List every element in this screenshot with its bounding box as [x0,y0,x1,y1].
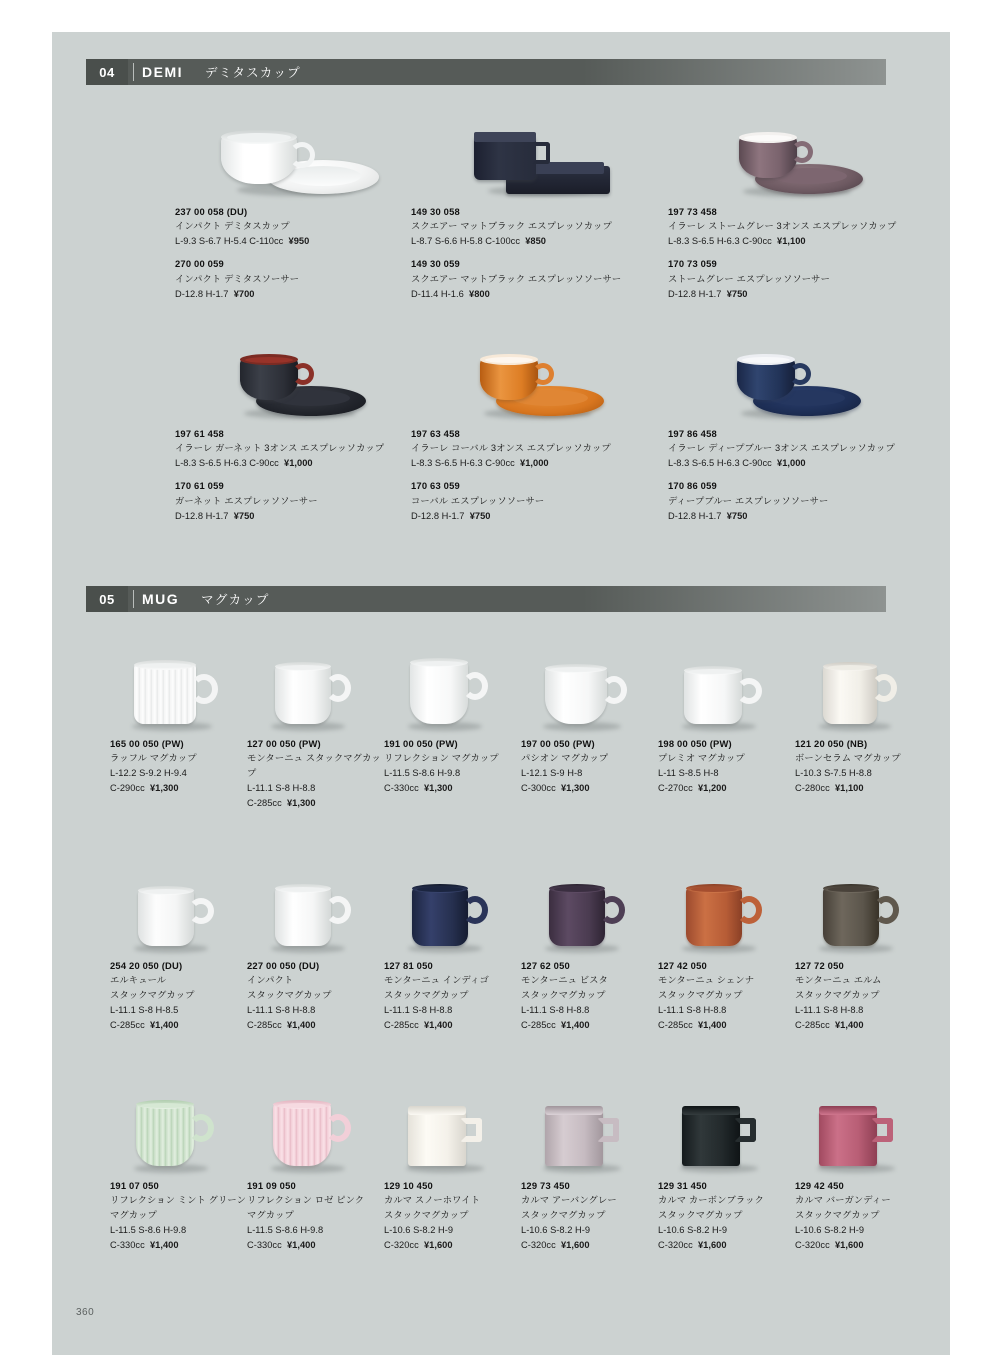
product-capacity: C-330cc [247,1240,282,1251]
product-name-line2: マグカップ [110,1210,157,1221]
product-code: 170 61 059 [175,480,224,492]
product-cell[interactable] [521,1082,657,1253]
product-capacity: C-285cc [247,798,282,809]
product-spec: L-12.1 S-9 H-8 [521,768,583,779]
product-capacity: C-320cc [521,1240,556,1251]
product-name: ディープブルー エスプレッソソーサー [668,495,829,506]
product-spec: L-10.3 S-7.5 H-8.8 [795,768,872,779]
product-image-deep-blue [668,330,918,426]
product-name: モンターニュ ビスタ [521,975,608,986]
product-spec: L-8.3 S-6.5 H-6.3 C-90cc [411,458,515,469]
product-capacity: C-320cc [658,1240,693,1251]
product-spec: D-12.8 H-1.7 [175,510,229,521]
product-name: リフレクション ミント グリーン [110,1195,246,1206]
product-text [175,204,415,302]
product-spec: L-11.5 S-8.6 H-9.8 [247,1225,324,1236]
product-price: ¥1,300 [560,783,590,794]
product-spec: L-11 S-8.5 H-8 [658,768,719,779]
product-name-line2: スタックマグカップ [110,990,195,1001]
product-code: 191 00 050 (PW) [384,738,458,749]
product-spec: L-8.3 S-6.5 H-6.3 C-90cc [175,458,279,469]
product-price: ¥800 [469,288,490,299]
product-cell[interactable] [384,862,520,1033]
product-spec: L-11.1 S-8 H-8.8 [795,1005,864,1016]
product-cell[interactable] [658,1082,794,1253]
product-spec: L-11.5 S-8.6 H-9.8 [384,768,461,779]
product-price: ¥1,100 [834,783,864,794]
product-code: 127 00 050 (PW) [247,738,321,749]
section-number: 05 [86,586,128,612]
section-title-en: DEMI [142,64,183,80]
section-header-mug [86,586,886,612]
product-code: 129 10 450 [384,1180,433,1191]
product-name-line2: スタックマグカップ [795,1210,880,1221]
product-image-hercule-stack-mug [110,862,246,958]
left-margin [0,0,52,1355]
product-image-montagne-stack-mug [247,640,383,736]
product-cell[interactable] [110,640,246,811]
product-name: コーバル エスプレッソソーサー [411,495,545,506]
product-image-karma-carbon-black-mug [658,1082,794,1178]
product-spec: L-11.1 S-8 H-8.8 [521,1005,590,1016]
section-title-en: MUG [142,591,180,607]
product-image-ruffle-mug [110,640,246,736]
product-code: 227 00 050 (DU) [247,960,320,971]
product-cell[interactable] [658,862,794,1033]
product-price: ¥1,000 [520,458,549,469]
product-spec: D-11.4 H-1.6 [411,288,464,299]
product-price: ¥1,300 [286,798,316,809]
product-price: ¥1,400 [286,1020,316,1031]
product-code: 191 09 050 [247,1180,296,1191]
product-cell[interactable] [658,640,794,811]
product-image-karma-urban-grey-mug [521,1082,657,1178]
product-code: 129 31 450 [658,1180,707,1191]
product-name-line2: スタックマグカップ [384,1210,469,1221]
product-name: カルマ バーガンディー [795,1195,891,1206]
product-spec: D-12.8 H-1.7 [668,288,722,299]
product-name: モンターニュ エルム [795,975,882,986]
product-cell[interactable] [411,330,661,525]
divider [133,63,134,81]
product-name-line2: スタックマグカップ [521,990,606,1001]
product-code: 197 86 458 [668,428,717,439]
product-capacity: C-290cc [110,783,145,794]
product-code: 165 00 050 (PW) [110,738,184,749]
product-price: ¥700 [233,288,255,299]
product-code: 127 62 050 [521,960,570,971]
product-name-line2: マグカップ [247,1210,294,1221]
product-code: 129 73 450 [521,1180,570,1191]
product-name: リフレクション ロゼ ピンク [247,1195,365,1206]
product-capacity: C-300cc [521,783,556,794]
product-cell[interactable] [110,862,246,1033]
product-image-karma-snow-white-mug [384,1082,520,1178]
product-price: ¥750 [233,510,255,521]
product-code: 127 81 050 [384,960,433,971]
product-text [658,958,794,1033]
product-price: ¥850 [525,236,546,247]
product-code: 170 86 059 [668,480,717,492]
product-cell[interactable] [795,862,931,1033]
product-name: スクエアー マットブラック エスプレッソカップ [411,221,612,232]
product-text [521,958,657,1033]
product-price: ¥1,400 [149,1020,179,1031]
product-image-impact-demitasse [175,108,415,204]
product-text [247,1178,383,1253]
product-capacity: C-330cc [384,783,419,794]
product-text [247,736,383,811]
product-spec: L-10.6 S-8.2 H-9 [795,1225,865,1236]
product-name: ボーンセラム マグカップ [795,753,901,764]
product-code: 197 63 458 [411,428,460,439]
product-text [521,736,657,796]
product-cell[interactable] [384,640,520,811]
product-capacity: C-330cc [110,1240,145,1251]
section-number: 04 [86,59,128,85]
product-price: ¥750 [726,510,748,521]
product-name: スクエアー マットブラック エスプレッソソーサー [411,273,622,284]
product-code: 121 20 050 (NB) [795,738,868,749]
product-name: モンターニュ シェンナ [658,975,755,986]
product-capacity: C-320cc [795,1240,830,1251]
product-image-passion-mug [521,640,657,736]
product-name: ガーネット エスプレッソソーサー [175,495,318,506]
product-price: ¥1,100 [777,236,806,247]
product-price: ¥1,400 [560,1020,590,1031]
product-code: 170 73 059 [668,258,717,270]
product-price: ¥1,600 [560,1240,590,1251]
section-title-jp: デミタスカップ [205,66,301,80]
product-image-karma-burgundy-mug [795,1082,931,1178]
product-image-storm-grey [668,108,918,204]
product-price: ¥1,600 [834,1240,864,1251]
product-capacity: C-285cc [521,1020,556,1031]
product-cell[interactable] [521,862,657,1033]
product-spec: L-8.7 S-6.6 H-5.8 C-100cc [411,236,521,247]
product-name-line2: スタックマグカップ [658,990,743,1001]
product-cell[interactable] [247,640,383,811]
product-spec: D-12.8 H-1.7 [175,288,229,299]
product-capacity: C-280cc [795,783,830,794]
section-title-bar [128,586,886,612]
product-name: エルキュール [110,975,167,986]
product-name: イラーレ ストームグレー 3オンス エスプレッソカップ [668,221,897,232]
section-title-jp: マグカップ [201,593,270,607]
top-margin [0,0,1002,32]
product-name: インパクト [247,975,294,986]
product-code: 270 00 059 [175,258,224,270]
product-capacity: C-285cc [110,1020,145,1031]
page-number: 360 [76,1307,95,1318]
product-image-garnet [175,330,425,426]
product-text [384,958,520,1033]
product-code: 127 42 050 [658,960,707,971]
product-text [411,204,661,302]
product-cell[interactable] [795,1082,931,1253]
product-cell[interactable] [668,330,918,525]
product-text [658,736,794,796]
product-price: ¥1,300 [423,783,453,794]
product-text [110,736,246,796]
product-spec: L-11.1 S-8 H-8.5 [110,1005,179,1016]
product-code: 254 20 050 (DU) [110,960,183,971]
product-cell[interactable] [247,862,383,1033]
product-code: 237 00 058 (DU) [175,206,248,217]
product-cell[interactable] [175,108,415,303]
product-text [110,1178,246,1253]
product-capacity: C-320cc [384,1240,419,1251]
product-capacity: C-285cc [247,1020,282,1031]
product-name: パシオン マグカップ [521,753,609,764]
product-cell[interactable] [521,640,657,811]
product-name: ラッフル マグカップ [110,753,197,764]
product-capacity: C-285cc [384,1020,419,1031]
mug-row-3 [110,1082,930,1253]
product-text [384,1178,520,1253]
product-code: 149 30 058 [411,206,460,217]
product-image-bone-ceram-mug [795,640,931,736]
product-text [795,736,931,796]
divider [133,590,134,608]
product-image-cobalt [411,330,661,426]
product-spec: L-11.1 S-8 H-8.8 [384,1005,453,1016]
product-cell[interactable] [175,330,425,525]
product-text [175,426,425,524]
product-text [384,736,520,796]
section-header-demi [86,59,886,85]
product-code: 197 61 458 [175,428,224,439]
product-name: モンターニュ スタックマグカップ [247,753,381,779]
product-image-reflection-mug [384,640,520,736]
product-spec: D-12.8 H-1.7 [411,510,465,521]
product-image-square-matt-black [411,108,661,204]
product-image-reflection-mint-green-mug [110,1082,246,1178]
product-image-montagne-elm-mug [795,862,931,958]
product-spec: L-11.1 S-8 H-8.8 [658,1005,727,1016]
product-cell[interactable] [384,1082,520,1253]
product-price: ¥1,400 [834,1020,864,1031]
product-capacity: C-285cc [658,1020,693,1031]
product-price: ¥750 [726,288,748,299]
product-spec: L-8.3 S-6.5 H-6.3 C-90cc [668,236,772,247]
product-spec: L-10.6 S-8.2 H-9 [658,1225,728,1236]
product-name: イラーレ ディープブルー 3オンス エスプレッソカップ [668,443,895,454]
product-name: カルマ カーボンブラック [658,1195,764,1206]
section-title-bar [128,59,886,85]
product-capacity: C-285cc [795,1020,830,1031]
product-spec: L-11.1 S-8 H-8.8 [247,1005,316,1016]
product-price: ¥1,600 [423,1240,453,1251]
product-price: ¥950 [288,236,310,247]
product-spec: L-11.5 S-8.6 H-9.8 [110,1225,187,1236]
right-margin [950,0,1002,1355]
product-price: ¥1,000 [284,458,313,469]
product-cell[interactable] [668,108,918,303]
mug-row-2 [110,862,930,1033]
product-spec: L-10.6 S-8.2 H-9 [521,1225,591,1236]
product-code: 197 73 458 [668,206,717,217]
product-name: カルマ アーバングレー [521,1195,617,1206]
product-spec: L-10.6 S-8.2 H-9 [384,1225,454,1236]
product-code: 191 07 050 [110,1180,159,1191]
product-image-montagne-indigo-mug [384,862,520,958]
product-name: プレミオ マグカップ [658,753,745,764]
product-name: モンターニュ インディゴ [384,975,489,986]
product-text [110,958,246,1033]
product-spec: D-12.8 H-1.7 [668,510,722,521]
product-image-impact-stack-mug [247,862,383,958]
product-text [668,204,918,302]
product-image-reflection-rose-pink-mug [247,1082,383,1178]
product-text [795,958,931,1033]
product-name: インパクト デミタスソーサー [175,273,300,284]
product-name: インパクト デミタスカップ [175,221,290,232]
product-name: リフレクション マグカップ [384,753,499,764]
product-cell[interactable] [247,1082,383,1253]
product-spec: L-12.2 S-9.2 H-9.4 [110,768,187,779]
product-name-line2: スタックマグカップ [658,1210,743,1221]
product-price: ¥1,400 [149,1240,179,1251]
product-image-premio-mug [658,640,794,736]
product-name-line2: スタックマグカップ [384,990,469,1001]
product-image-montagne-vista-mug [521,862,657,958]
product-code: 197 00 050 (PW) [521,738,595,749]
product-cell[interactable] [411,108,661,303]
product-price: ¥1,400 [697,1020,727,1031]
product-code: 198 00 050 (PW) [658,738,732,749]
product-code: 129 42 450 [795,1180,844,1191]
product-code: 127 72 050 [795,960,844,971]
product-text [247,958,383,1033]
product-text [658,1178,794,1253]
product-price: ¥1,200 [697,783,727,794]
product-price: ¥1,400 [286,1240,316,1251]
product-price: ¥1,400 [423,1020,453,1031]
product-text [795,1178,931,1253]
product-text [668,426,918,524]
product-name-line2: スタックマグカップ [795,990,880,1001]
product-price: ¥1,000 [777,458,806,469]
product-code: 170 63 059 [411,480,460,492]
product-capacity: C-270cc [658,783,693,794]
product-name-line2: スタックマグカップ [247,990,332,1001]
product-spec: L-9.3 S-6.7 H-5.4 C-110cc [175,236,284,247]
product-price: ¥750 [469,510,491,521]
mug-row-1 [110,640,930,811]
product-name: イラーレ ガーネット 3オンス エスプレッソカップ [175,443,385,454]
product-cell[interactable] [795,640,931,811]
product-name: カルマ スノーホワイト [384,1195,481,1206]
product-cell[interactable] [110,1082,246,1253]
product-name-line2: スタックマグカップ [521,1210,606,1221]
product-code: 149 30 059 [411,258,460,270]
product-text [521,1178,657,1253]
product-name: ストームグレー エスプレッソソーサー [668,273,830,284]
product-image-montagne-sienna-mug [658,862,794,958]
product-spec: L-8.3 S-6.5 H-6.3 C-90cc [668,458,772,469]
product-spec: L-11.1 S-8 H-8.8 [247,783,316,794]
product-text [411,426,661,524]
product-price: ¥1,300 [149,783,179,794]
product-price: ¥1,600 [697,1240,727,1251]
product-name: イラーレ コーバル 3オンス エスプレッソカップ [411,443,611,454]
